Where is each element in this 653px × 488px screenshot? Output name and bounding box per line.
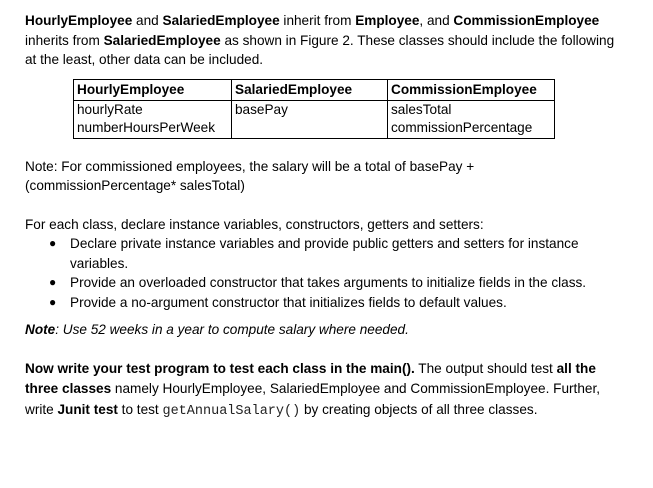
field-name: hourlyRate	[77, 101, 143, 117]
list-item-text: Declare private instance variables and provide public getters and setters for instance variables.	[70, 236, 579, 271]
field-name: salesTotal	[391, 101, 452, 117]
table-cell-hourly-fields	[74, 100, 232, 138]
field-name: basePay	[235, 101, 288, 117]
class-fields-table	[73, 79, 555, 139]
bullet-icon: ●	[49, 275, 57, 289]
list-item	[25, 234, 625, 273]
intro-paragraph	[25, 11, 615, 70]
note-text: : Use 52 weeks in a year to compute salary where needed.	[55, 322, 409, 337]
class-name-salaried: SalariedEmployee	[103, 32, 221, 48]
test-text: namely HourlyEmployee, SalariedEmployee and CommissionEmployee. Further, write	[25, 381, 600, 417]
intro-text: , and	[419, 13, 454, 28]
class-name-hourly: HourlyEmployee	[25, 13, 133, 28]
test-text: by creating objects of all three classes.	[300, 401, 538, 417]
table-header-cell: SalariedEmployee	[232, 79, 388, 100]
bullet-icon: ●	[49, 294, 57, 309]
test-instructions	[25, 359, 625, 423]
list-item	[25, 293, 625, 313]
test-text: to test	[117, 401, 163, 417]
document-body	[25, 11, 625, 422]
class-name-commission: CommissionEmployee	[453, 13, 600, 28]
test-text: The output should test	[414, 360, 557, 376]
test-emphasis: Junit test	[57, 401, 118, 417]
method-code: getAnnualSalary()	[162, 403, 301, 419]
test-emphasis: Now write your test program to test each class in the main().	[25, 360, 415, 376]
weeks-note	[25, 320, 625, 340]
list-item-text: Provide a no-argument constructor that initializes fields to default values.	[70, 294, 507, 310]
test-emphasis: all the three classes	[25, 360, 596, 396]
field-name: numberHoursPerWeek	[77, 120, 216, 135]
field-name: commissionPercentage	[391, 120, 533, 135]
salary-note: Note: For commissioned employees, the salary will be a total of basePay + (commissionPercentage* salesTotal)	[25, 158, 475, 193]
list-item-text: Provide an overloaded constructor that takes arguments to initialize fields in the class.	[70, 275, 587, 290]
table-header-cell: CommissionEmployee	[388, 79, 555, 100]
bullet-icon: ●	[49, 236, 57, 250]
table-header-cell: HourlyEmployee	[74, 79, 232, 100]
intro-text: inherit from	[279, 13, 356, 28]
table-cell-salaried-fields	[232, 100, 388, 138]
table-cell-commission-fields	[388, 100, 555, 138]
class-name-salaried: SalariedEmployee	[162, 13, 280, 28]
class-name-employee: Employee	[355, 13, 420, 28]
list-item	[25, 273, 625, 293]
table-header-row	[74, 79, 555, 100]
requirements-list	[25, 234, 625, 312]
intro-text: as shown in Figure 2. These classes should include the following at the least, other data can be included.	[25, 32, 615, 67]
intro-text: inherits from	[25, 32, 104, 48]
requirements-intro: For each class, declare instance variables, constructors, getters and setters:	[25, 216, 484, 232]
note-label: Note	[25, 322, 56, 337]
intro-text: and	[132, 13, 163, 28]
table-row	[74, 100, 555, 138]
